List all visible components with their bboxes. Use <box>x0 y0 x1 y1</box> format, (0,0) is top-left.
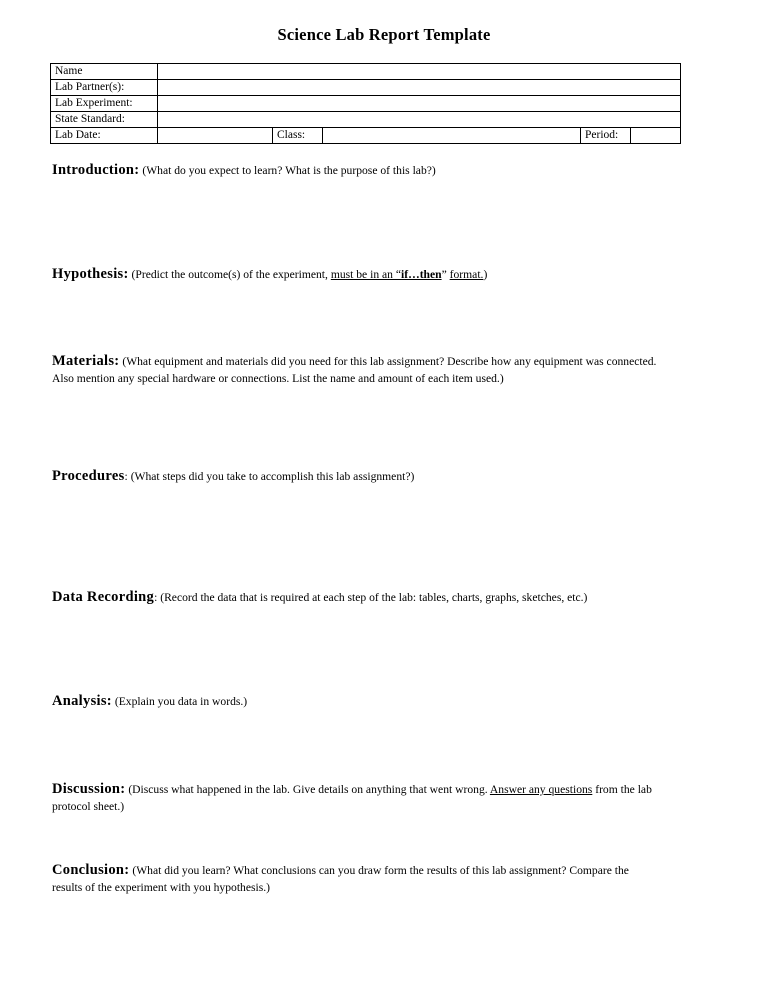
discussion-body-part1: (Discuss what happened in the lab. Give details on anything that went wrong. <box>128 783 490 796</box>
procedures-heading: Procedures <box>52 468 125 484</box>
state-standard-field[interactable] <box>158 112 681 128</box>
discussion-body-part2: from the lab <box>592 783 652 796</box>
discussion-body-underlined: Answer any questions <box>489 783 593 796</box>
section-data-recording <box>52 588 712 606</box>
page-title: Science Lab Report Template <box>277 25 491 44</box>
lab-experiment-label: Lab Experiment: <box>51 96 158 112</box>
table-row <box>51 80 681 96</box>
lab-date-field[interactable] <box>158 128 273 144</box>
class-label: Class: <box>273 128 323 144</box>
table-row <box>51 64 681 80</box>
analysis-body: (Explain you data in words.) <box>114 695 248 708</box>
lab-date-label: Lab Date: <box>51 128 158 144</box>
procedures-body: (What steps did you take to accomplish this lab assignment?) <box>130 470 415 483</box>
introduction-heading: Introduction: <box>52 162 140 178</box>
name-label: Name <box>51 64 158 80</box>
period-field[interactable] <box>631 128 681 144</box>
section-discussion <box>52 780 712 815</box>
name-field[interactable] <box>158 64 681 80</box>
hypothesis-body-if-then: if…then <box>401 268 442 281</box>
materials-body-line2: Also mention any special hardware or connections. List the name and amount of each item used.) <box>52 372 504 385</box>
materials-heading: Materials: <box>52 353 120 369</box>
materials-body-line1: (What equipment and materials did you need for this lab assignment? Describe how any equipment was connected. <box>122 355 657 368</box>
section-materials <box>52 352 712 387</box>
data-recording-body: (Record the data that is required at each step of the lab: tables, charts, graphs, sketches, etc.) <box>160 591 588 604</box>
conclusion-body-line2: results of the experiment with you hypothesis.) <box>52 881 270 894</box>
section-introduction <box>52 161 712 179</box>
state-standard-label: State Standard: <box>51 112 158 128</box>
hypothesis-heading: Hypothesis: <box>52 266 129 282</box>
table-row <box>51 112 681 128</box>
lab-partners-field[interactable] <box>158 80 681 96</box>
conclusion-body-line1: (What did you learn? What conclusions can you draw form the results of this lab assignment? Compare the <box>132 864 629 877</box>
section-hypothesis: Hypothesis: (Predict the outcome(s) of the experiment, must be in an “if…then” format.) <box>52 266 488 282</box>
hypothesis-body-intro: (Predict the outcome(s) of the experiment, <box>131 268 331 281</box>
discussion-body-line2: protocol sheet.) <box>52 800 125 813</box>
discussion-heading: Discussion: <box>52 781 126 797</box>
period-label: Period: <box>581 128 631 144</box>
hypothesis-body-underlined: must be in an “ <box>330 268 402 281</box>
data-recording-heading: Data Recording <box>52 589 155 605</box>
hypothesis-body-end: ) <box>483 268 488 281</box>
class-field[interactable] <box>323 128 581 144</box>
hypothesis-body-format: format. <box>449 268 484 281</box>
lab-info-table <box>50 63 681 144</box>
data-recording-heading-colon: : <box>154 591 158 604</box>
procedures-heading-colon: : <box>124 470 128 483</box>
lab-experiment-field[interactable] <box>158 96 681 112</box>
section-conclusion <box>52 861 712 896</box>
introduction-body: (What do you expect to learn? What is the purpose of this lab?) <box>142 164 436 177</box>
lab-partners-label: Lab Partner(s): <box>51 80 158 96</box>
section-procedures <box>52 467 712 485</box>
section-analysis <box>52 692 712 710</box>
table-row <box>51 96 681 112</box>
analysis-heading: Analysis: <box>52 693 112 709</box>
table-row <box>51 128 681 144</box>
conclusion-heading: Conclusion: <box>52 862 130 878</box>
